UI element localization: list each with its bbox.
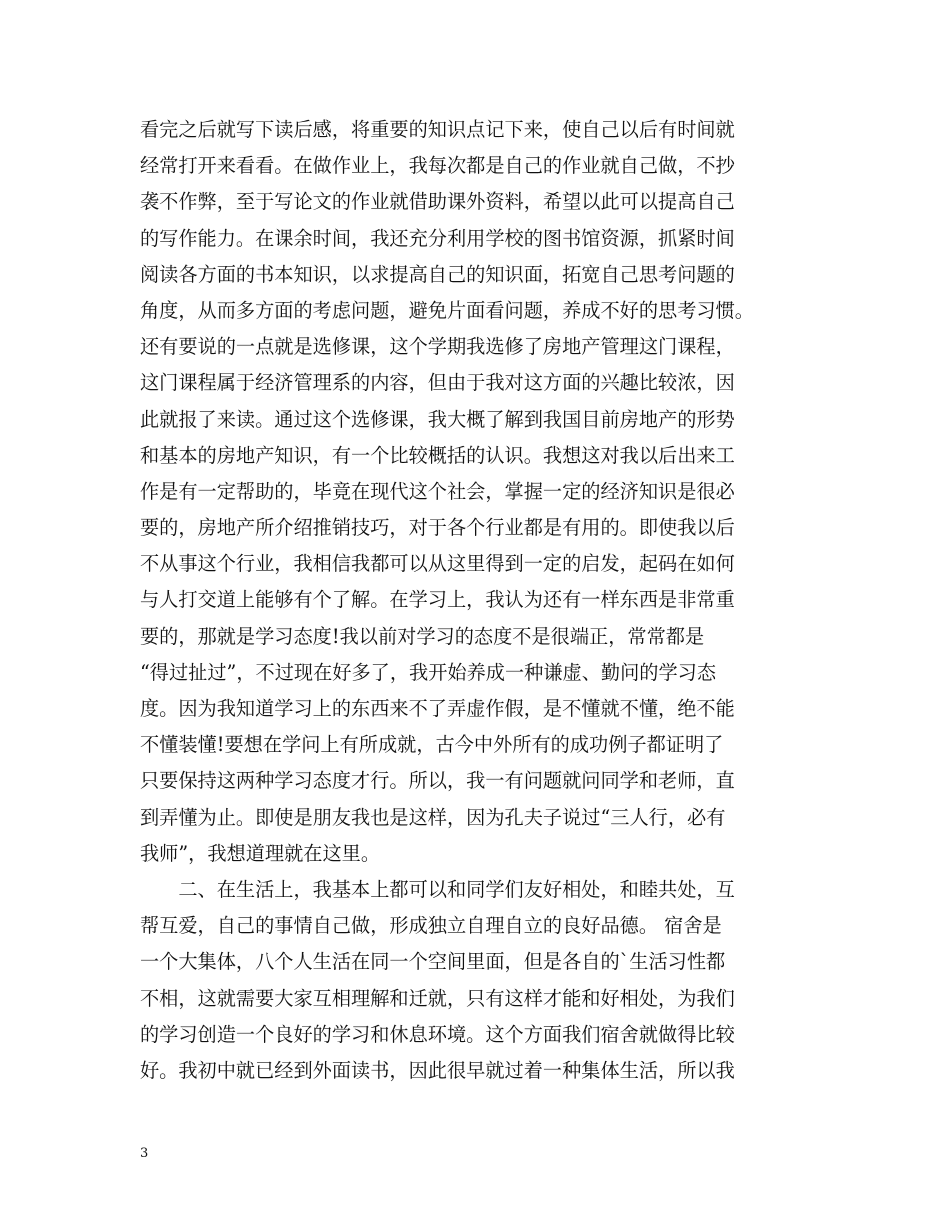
text-line: 这门课程属于经济管理系的内容，但由于我对这方面的兴趣比较浓，因: [140, 371, 735, 395]
text-line: 只要保持这两种学习态度才行。所以，我一有问题就问同学和老师，直: [140, 769, 735, 793]
text-line: 的学习创造一个良好的学习和休息环境。这个方面我们宿舍就做得比较: [140, 1022, 735, 1046]
text-line: 袭不作弊，至于写论文的作业就借助课外资料，希望以此可以提高自己: [140, 190, 735, 214]
text-line: 经常打开来看看。在做作业上，我每次都是自己的作业就自己做，不抄: [140, 154, 735, 178]
text-line: 二、在生活上，我基本上都可以和同学们友好相处，和睦共处，互: [140, 877, 735, 901]
text-line: 到弄懂为止。即使是朋友我也是这样，因为孔夫子说过“三人行，必有: [140, 805, 726, 829]
page-number: 3: [140, 1146, 149, 1161]
text-line: “得过扯过”，不过现在好多了，我开始养成一种谦虚、勤问的学习态: [140, 660, 717, 684]
text-line: 角度，从而多方面的考虑问题，避免片面看问题，养成不好的思考习惯。: [140, 298, 754, 322]
text-line: 一个大集体，八个人生活在同一个空间里面，但是各自的`生活习性都: [140, 950, 726, 974]
text-line: 度。因为我知道学习上的东西来不了弄虚作假，是不懂就不懂，绝不能: [140, 697, 735, 720]
text-line: 和基本的房地产知识，有一个比较概括的认识。我想这对我以后出来工: [140, 443, 735, 467]
text-line: 作是有一定帮助的，毕竟在现代这个社会，掌握一定的经济知识是很必: [140, 479, 735, 503]
text-line: 阅读各方面的书本知识，以求提高自己的知识面，拓宽自己思考问题的: [140, 262, 735, 286]
text-line: 要的，房地产所介绍推销技巧，对于各个行业都是有用的。即使我以后: [140, 516, 735, 540]
text-line: 不从事这个行业，我相信我都可以从这里得到一定的启发，起码在如何: [140, 552, 735, 576]
text-line: 帮互爱，自己的事情自己做，形成独立自理自立的良好品德。 宿舍是: [140, 914, 722, 938]
text-line: 不相，这就需要大家互相理解和迁就，只有这样才能和好相处，为我们: [140, 986, 735, 1010]
text-line: 好。我初中就已经到外面读书，因此很早就过着一种集体生活，所以我: [140, 1058, 735, 1082]
text-line: 看完之后就写下读后感，将重要的知识点记下来，使自己以后有时间就: [140, 118, 735, 141]
text-line: 不懂装懂!要想在学问上有所成就，古今中外所有的成功例子都证明了: [140, 733, 724, 757]
text-line: 要的，那就是学习态度!我以前对学习的态度不是很端正，常常都是: [140, 624, 705, 648]
body-text: [140, 112, 830, 1089]
text-line: 我师”，我想道理就在这里。: [140, 841, 381, 865]
text-line: 此就报了来读。通过这个选修课，我大概了解到我国目前房地产的形势: [140, 407, 735, 431]
text-line: 的写作能力。在课余时间，我还充分利用学校的图书馆资源，抓紧时间: [140, 226, 735, 250]
text-line: 还有要说的一点就是选修课，这个学期我选修了房地产管理这门课程，: [140, 335, 735, 359]
text-line: 与人打交道上能够有个了解。在学习上，我认为还有一样东西是非常重: [140, 588, 735, 612]
